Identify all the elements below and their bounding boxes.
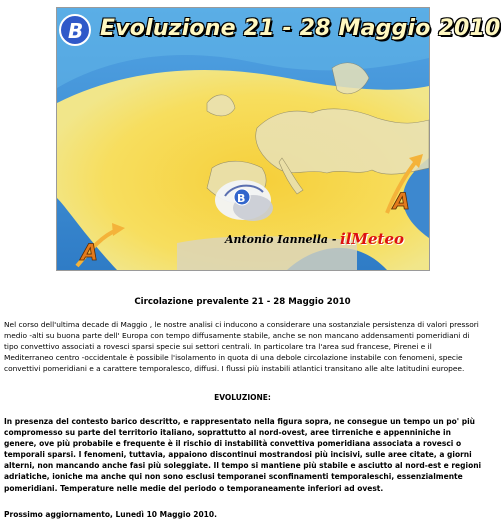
low-center-label: B (237, 192, 246, 205)
high-right-label: A (393, 190, 411, 215)
map-credit: Antonio Iannella - (225, 233, 337, 246)
map-brand-logo: ilMeteo (340, 230, 405, 248)
intro-paragraph: Nel corso dell'ultima decade di Maggio , le nostre analisi ci inducono a considerare una sostanziale persistenza di valori pressori medio -alti su buona parte dell' Europa con tempo diffusamente stabile, anche se non mancano addensamenti pomeridiani di tipo convettivo associati a rovesci sparsi specie sui settori centrali. In particolare tra l'area sud francese, Pirenei e il Mediterraneo centro -occidentale è possibile l'isolamento in quota di una debole circolazione instabile con fenomeni, specie convettivi pomeridiani e a carattere temporalesco, diffusi. I flussi più instabili atlantici transitano alle alte latitudini europee. (4, 320, 479, 374)
next-update-note: Prossimo aggiornamento, Lunedì 10 Maggio 2010. (4, 510, 217, 519)
evolution-heading: EVOLUZIONE: (214, 393, 271, 402)
forecast-headline: Circolazione prevalente 21 - 28 Maggio 2010 (134, 297, 351, 307)
evolution-paragraph: In presenza del contesto barico descritto, e rappresentato nella figura sopra, ne consegue un tempo un po' più compromesso su parte del territorio italiano, soprattutto al nord-ovest, aree tirreniche e appenniniche in genere, ove più probabile e frequente è il rischio di instabilità convettiva pomeridiana associata a rovesci o temporali sparsi. I fenomeni, tuttavia, appaiono discontinui mostrandosi più incisivi, sulle aree citate, a giorni alterni, non mancando anche fasi più soleggiate. Il tempo si mantiene più stabile e asciutto al nord-est e regioni adriatiche, ioniche ma anche qui non sono esclusi temporanei sconfinamenti temporaleschi, essenzialmente pomeridiani. Temperature nelle medie del periodo o temporaneamente inferiori ad ovest. (4, 417, 482, 493)
badge-letter: B (68, 19, 84, 43)
high-left-label: A (81, 241, 99, 266)
forecast-map (56, 7, 501, 271)
map-title: Evoluzione 21 - 28 Maggio 2010 (100, 16, 501, 41)
